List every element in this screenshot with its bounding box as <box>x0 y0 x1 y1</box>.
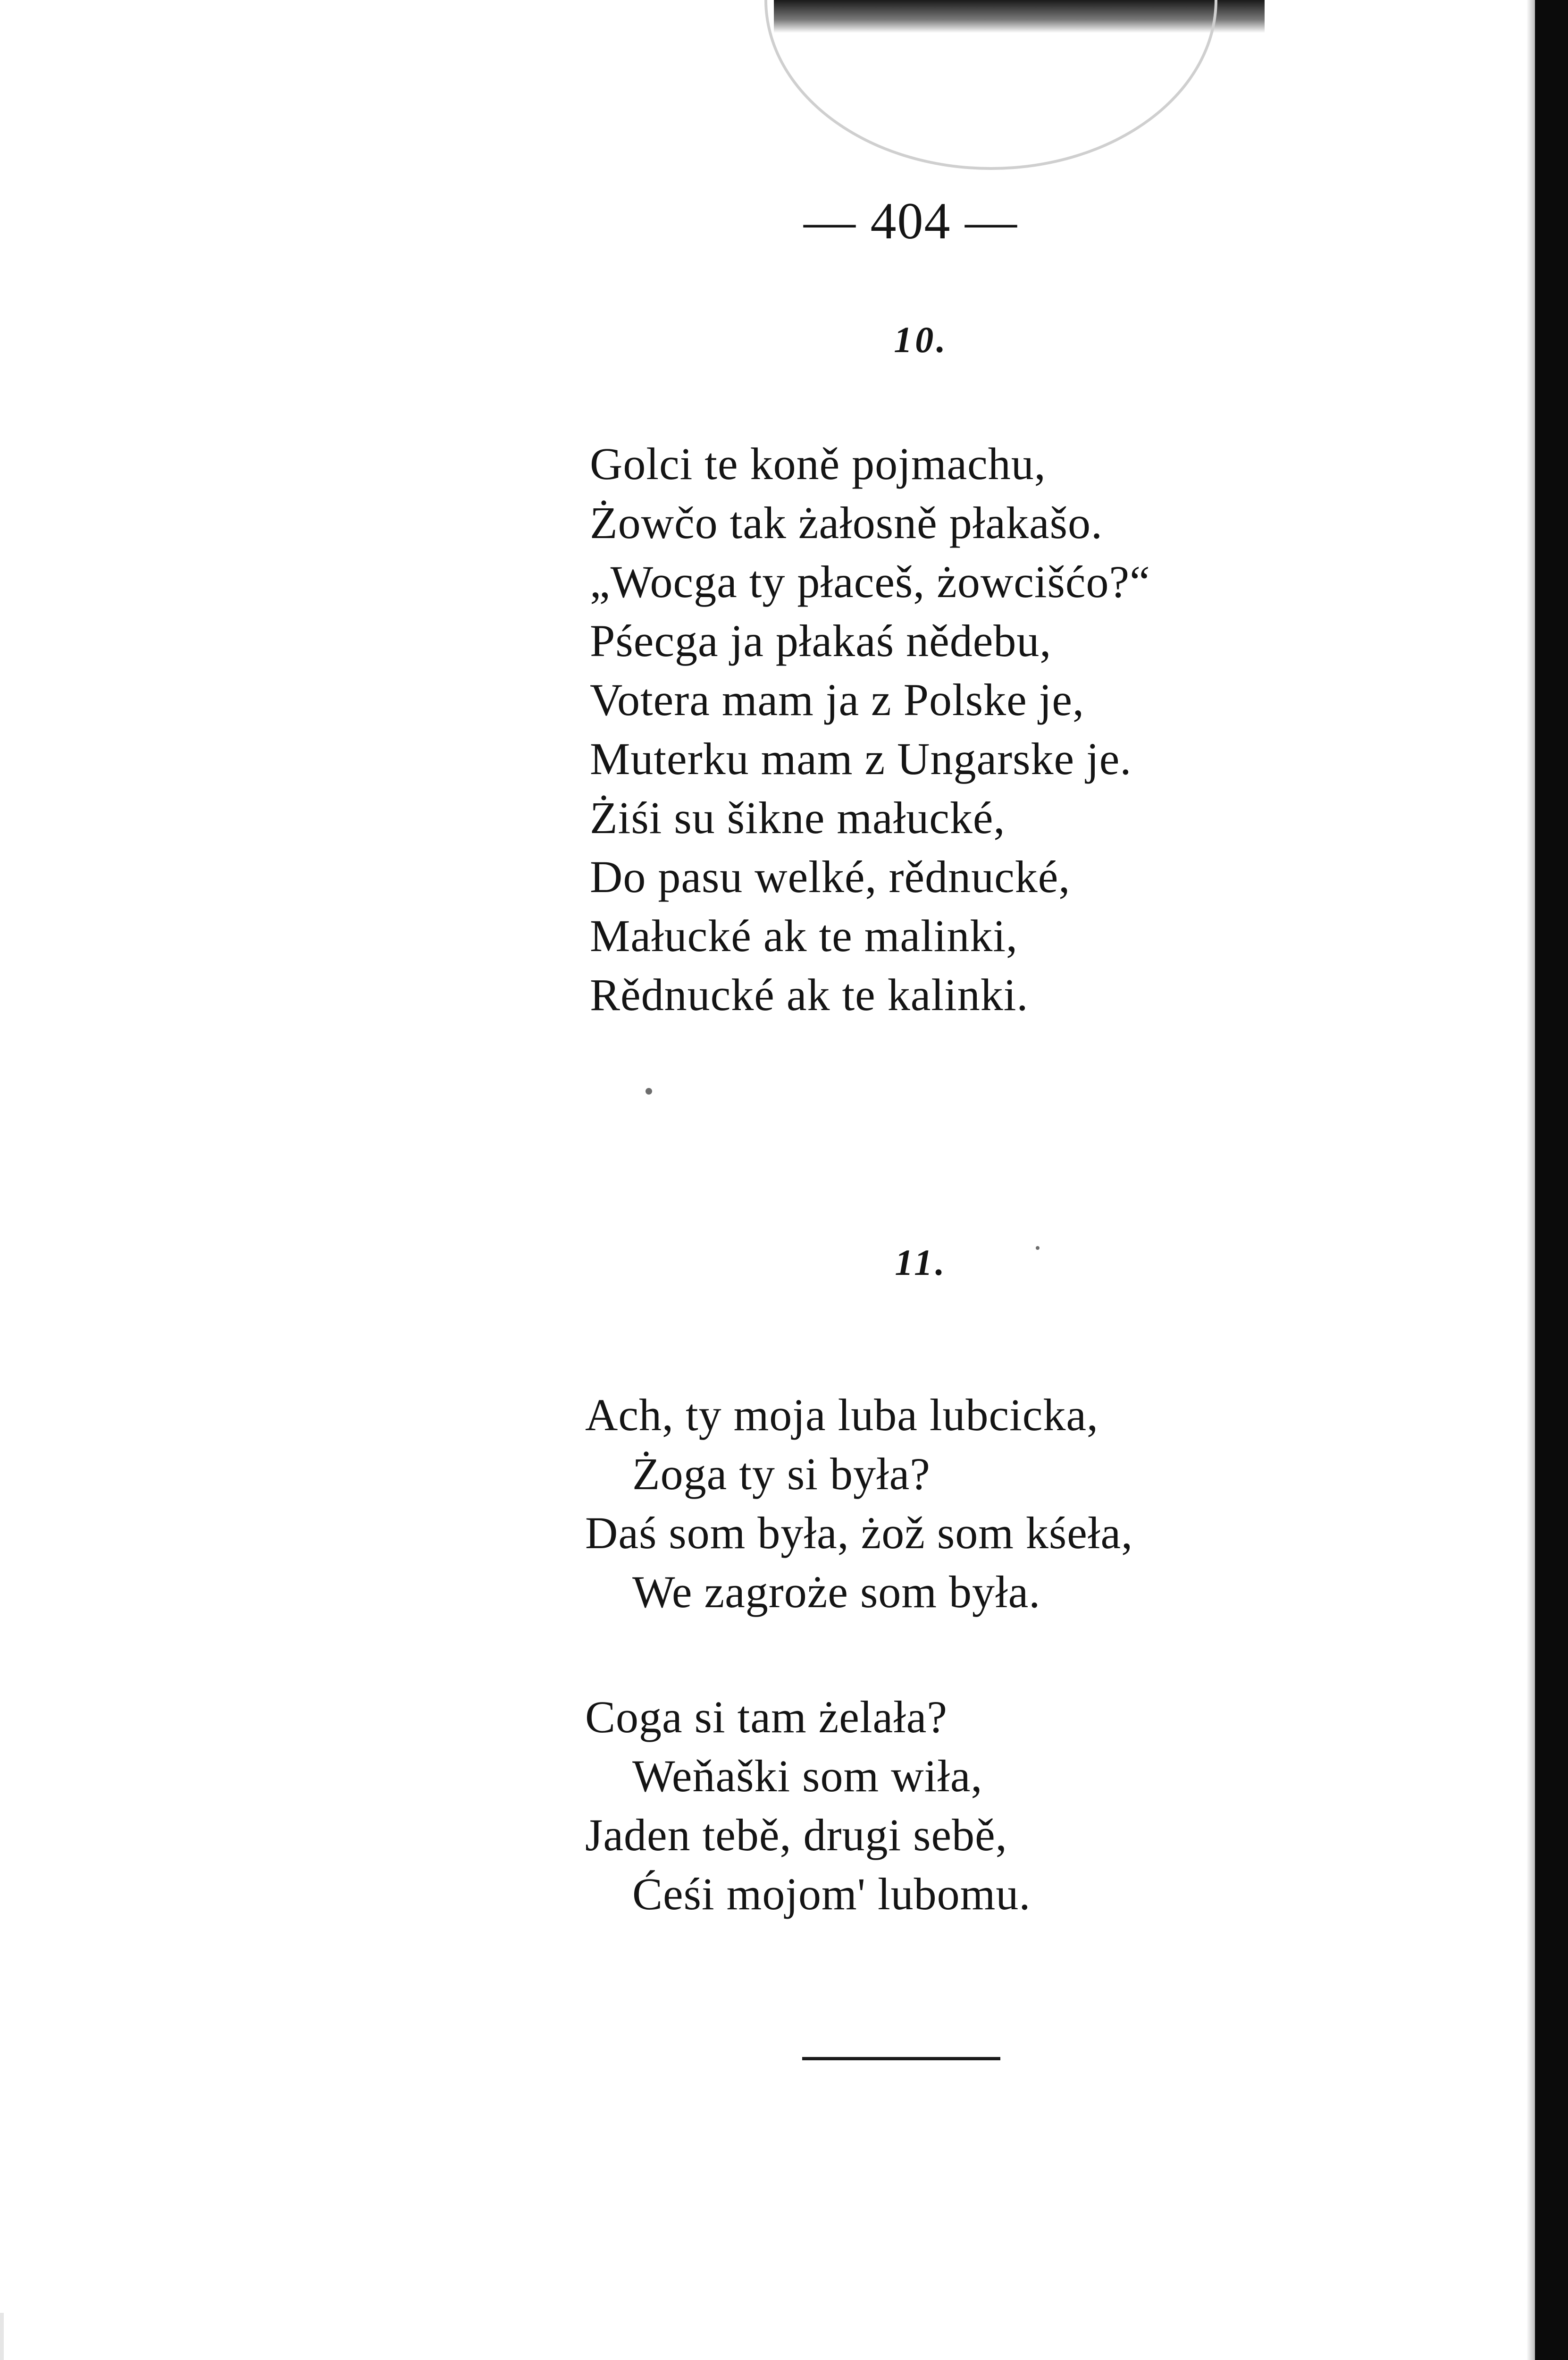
closing-rule <box>802 2057 1000 2060</box>
verse-line: Żowčo tak żałosně płakašo. <box>590 497 1103 548</box>
left-margin-line <box>0 2313 4 2360</box>
verse-line: Żoga ty si była? <box>632 1449 931 1499</box>
scan-edge-shadow <box>1526 0 1535 2360</box>
ink-speck <box>1036 1246 1040 1250</box>
verse-line: We zagroże som była. <box>632 1567 1041 1617</box>
verse-line: Muterku mam z Ungarske je. <box>590 733 1132 784</box>
verse-line: Ćeśi mojom' lubomu. <box>632 1869 1031 1919</box>
page-number-header: — 404 — <box>804 192 1018 250</box>
verse-line: Votera mam ja z Polske je, <box>590 674 1084 725</box>
verse-line: Małucké ak te malinki, <box>590 910 1018 961</box>
verse-line: Ach, ty moja luba lubcicka, <box>585 1390 1099 1440</box>
verse-line: Weňaški som wiła, <box>632 1751 983 1801</box>
verse-line: Do pasu welké, rědnucké, <box>590 851 1071 902</box>
verse-line: Golci te koně pojmachu, <box>590 438 1046 489</box>
verse-line: Jaden tebě, drugi sebě, <box>585 1810 1007 1860</box>
verse-line: Żiśi su šikne małucké, <box>590 792 1006 843</box>
verse-line: „Wocga ty płaceš, żowcišćo?“ <box>590 556 1150 607</box>
ink-speck <box>646 1088 652 1095</box>
verse-line: Daś som była, żož som kśeła, <box>585 1508 1133 1558</box>
page-tab-arc <box>764 0 1217 170</box>
section-number: 10. <box>894 319 948 360</box>
scan-edge-right <box>1535 0 1568 2360</box>
verse-line: Rědnucké ak te kalinki. <box>590 969 1029 1020</box>
section-number: 11. <box>895 1242 948 1283</box>
verse-line: Pśecga ja płakaś nědebu, <box>590 615 1052 666</box>
verse-line: Coga si tam żelała? <box>585 1692 948 1742</box>
